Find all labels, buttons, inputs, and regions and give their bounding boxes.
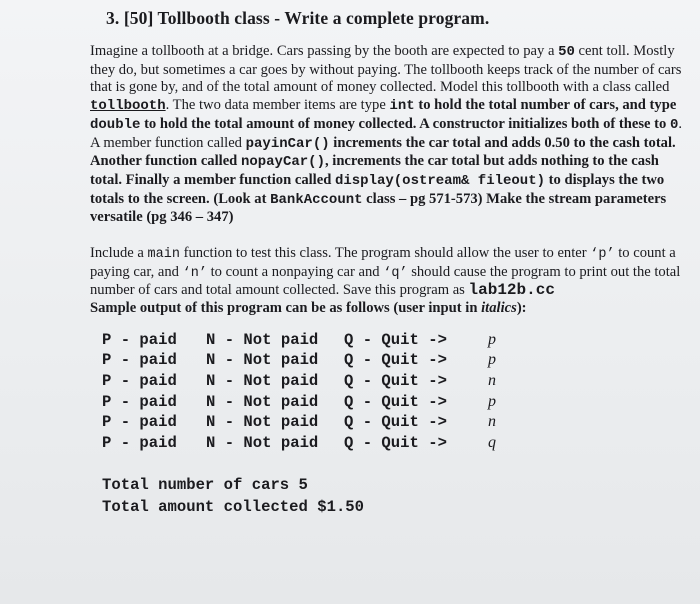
paid-option: P - paid [102, 433, 177, 452]
not-paid-option: N - Not paid [206, 330, 319, 349]
text-run: cent toll. Mostly they do, but sometimes a car goes by without paying. The tollbooth keeps track of the number of cars that is gone by, and of the total amount of money collected. Model this tollbooth with a class called [90, 43, 682, 96]
text-run: 0 [669, 116, 679, 133]
bankaccount-class: BankAccount [270, 191, 363, 208]
question-title: Tollbooth class - Write a complete program. [157, 8, 490, 28]
text-run: to count a paying car, and [90, 245, 676, 280]
double-keyword: double [90, 116, 141, 133]
quit-option: Q - Quit -> [344, 330, 447, 349]
user-input: p [488, 330, 496, 348]
sample-row [102, 433, 686, 454]
text-run: . A member function called [90, 115, 682, 151]
text-run: function to test this class. The program should allow the user to enter [179, 245, 591, 262]
question-heading [106, 8, 686, 29]
not-paid-option: N - Not paid [206, 372, 319, 391]
not-paid-option: N - Not paid [206, 351, 319, 370]
total-cars-line: Total number of cars 5 [102, 476, 308, 495]
n-char: ‘n’ [182, 265, 207, 281]
filename-code: lab12b.cc [468, 281, 555, 300]
quit-option: Q - Quit -> [344, 351, 447, 370]
user-input: n [488, 372, 496, 390]
paid-option: P - paid [102, 392, 177, 411]
sample-label: Sample output of this program can be as follows (user input in [90, 300, 482, 317]
not-paid-option: N - Not paid [206, 433, 319, 452]
user-input: p [488, 351, 496, 369]
paid-option: P - paid [102, 372, 177, 391]
paid-option: P - paid [102, 351, 177, 370]
not-paid-option: N - Not paid [206, 413, 319, 432]
main-keyword: main [147, 247, 180, 263]
text-run: should cause the program to print out the total number of cars and total amount collected. Save this program as [90, 263, 681, 299]
sample-row [102, 392, 686, 413]
paid-option: P - paid [102, 413, 177, 432]
text-run: class – pg 571-573) Make the stream parameters versatile (pg 346 – 347) [90, 190, 667, 226]
display-function: display(ostream& fileout) [334, 172, 546, 189]
text-run: Include a [90, 245, 148, 262]
quit-option: Q - Quit -> [344, 413, 447, 432]
text-run: Imagine a tollbooth at a bridge. Cars passing by the booth are expected to pay a [90, 43, 559, 59]
quit-option: Q - Quit -> [344, 372, 447, 391]
italics-word: italics [481, 300, 517, 317]
paid-option: P - paid [102, 330, 177, 349]
sample-output [102, 330, 686, 454]
int-keyword: int [389, 98, 415, 115]
nopaycar-function: nopayCar() [240, 154, 325, 171]
text-run: to displays the two totals to the screen. (Look at [90, 171, 665, 207]
text-run: . The two data member items are type [165, 97, 390, 114]
text-run: , increments the car total but adds nothing to the cash total. Finally a member function called [90, 153, 659, 188]
sample-totals [102, 474, 686, 518]
quit-option: Q - Quit -> [344, 433, 447, 452]
sample-row [102, 412, 686, 433]
sample-row [102, 350, 686, 371]
main-instructions [90, 245, 686, 318]
q-char: ‘q’ [383, 265, 408, 281]
user-input: p [488, 392, 496, 410]
total-amount-line: Total amount collected $1.50 [102, 498, 365, 517]
text-run: increments the car total and adds 0.50 to the cash total. Another function called [90, 134, 676, 170]
question-points: [50] [123, 8, 154, 28]
quit-option: Q - Quit -> [344, 392, 447, 411]
class-name-code: tollbooth [90, 98, 166, 115]
text-run: to hold the total number of cars, and type [414, 97, 677, 114]
text-run: 50 [558, 44, 575, 60]
user-input: q [488, 433, 496, 451]
question-number: 3. [106, 8, 120, 28]
problem-description [90, 43, 686, 227]
text-run: to count a nonpaying car and [206, 263, 384, 280]
sample-row [102, 371, 686, 392]
text-run: to hold the total amount of money collected. A constructor initializes both of these to [140, 115, 670, 132]
p-char: ‘p’ [590, 247, 615, 263]
user-input: n [488, 413, 496, 431]
payincar-function: payinCar() [245, 135, 330, 152]
sample-row [102, 330, 686, 351]
sample-label-end: ): [516, 300, 527, 317]
not-paid-option: N - Not paid [206, 392, 319, 411]
